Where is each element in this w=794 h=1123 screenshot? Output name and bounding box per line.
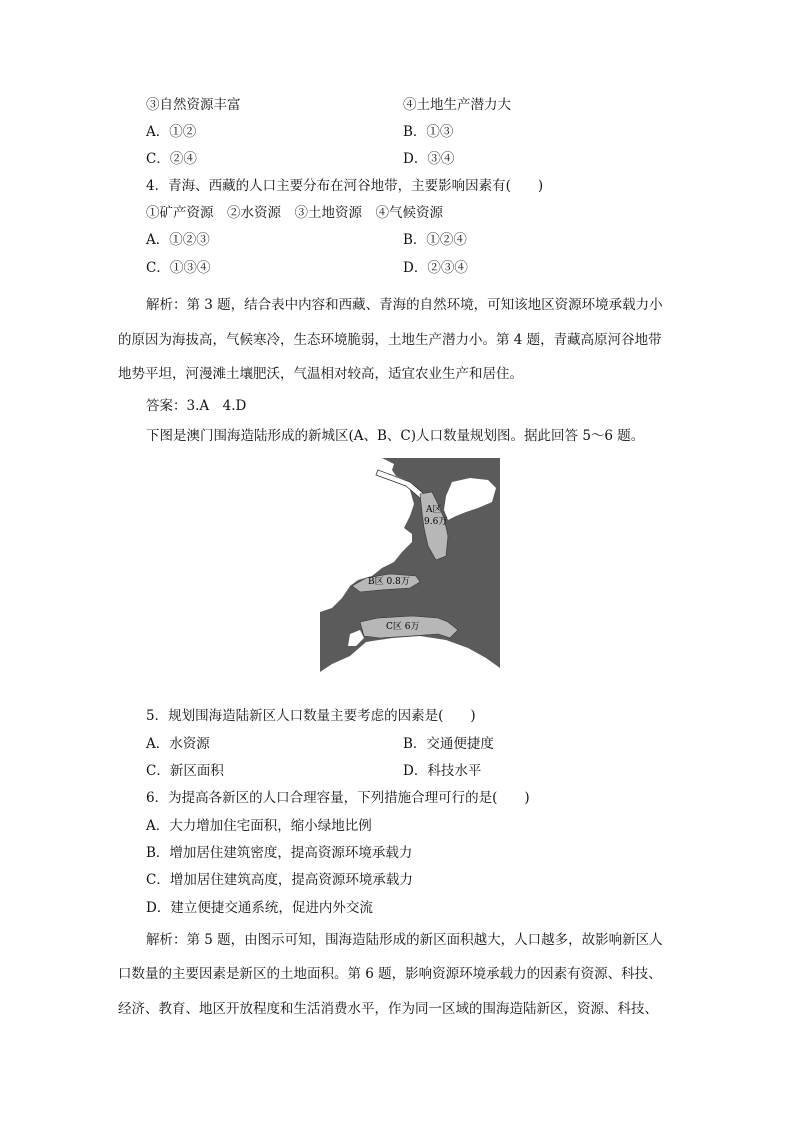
q4-stem: 4．青海、西藏的人口主要分布在河谷地带，主要影响因素有( ) <box>146 178 544 194</box>
q5-choice-b: B．交通便捷度 <box>403 736 494 752</box>
small-island <box>349 506 361 514</box>
q4-choice-b: B．①②④ <box>403 232 467 248</box>
analysis-1-line-2: 的原因为海拔高，气候寒冷，生态环境脆弱，土地生产潜力小。第 4 题，青藏高原河谷地带 <box>118 332 662 348</box>
analysis-2-line-3: 经济、教育、地区开放程度和生活消费水平，作为同一区域的围海造陆新区，资源、科技、 <box>118 1001 658 1017</box>
q6-choice-b: B．增加居住建筑密度，提高资源环境承载力 <box>146 845 413 861</box>
q3-option-3: ③自然资源丰富 <box>146 97 241 113</box>
zone-c-label: C区 6万 <box>386 622 420 632</box>
q5-choice-a: A．水资源 <box>146 736 210 752</box>
zone-a-label-2: 9.6万 <box>424 517 448 527</box>
q6-choice-a: A．大力增加住宅面积，缩小绿地比例 <box>146 818 372 834</box>
map-intro: 下图是澳门围海造陆形成的新城区(A、B、C)人口数量规划图。据此回答 5～6 题。 <box>146 428 645 444</box>
q4-choice-d: D．②③④ <box>403 260 468 276</box>
analysis-1-line-1: 解析：第 3 题，结合表中内容和西藏、青海的自然环境，可知该地区资源环境承载力小 <box>146 297 663 313</box>
zone-a-label-1: A区 <box>426 505 442 515</box>
q3-option-4: ④土地生产潜力大 <box>403 97 511 113</box>
q6-choice-c: C．增加居住建筑高度，提高资源环境承载力 <box>146 872 413 888</box>
q4-choice-a: A．①②③ <box>146 232 210 248</box>
q4-choice-c: C．①③④ <box>146 260 211 276</box>
zone-b-label: B区 0.8万 <box>368 577 410 587</box>
q6-stem: 6．为提高各新区的人口合理容量，下列措施合理可行的是( ) <box>146 790 530 806</box>
analysis-2-line-2: 口数量的主要因素是新区的土地面积。第 6 题，影响资源环境承载力的因素有资源、科技、 <box>118 966 662 982</box>
q3-choice-a: A．①② <box>146 124 197 140</box>
q5-choice-d: D．科技水平 <box>403 763 482 779</box>
analysis-2-line-1: 解析：第 5 题，由图示可知，围海造陆形成的新区面积越大，人口越多，故影响新区人 <box>146 932 663 948</box>
map-drawing <box>320 458 500 698</box>
q3-choice-b: B．①③ <box>403 124 454 140</box>
q6-choice-d: D．建立便捷交通系统，促进内外交流 <box>146 900 373 916</box>
q4-options: ①矿产资源 ②水资源 ③土地资源 ④气候资源 <box>146 205 443 221</box>
analysis-1-line-3: 地势平坦，河漫滩土壤肥沃，气温相对较高，适宜农业生产和居住。 <box>118 366 523 382</box>
macau-reclamation-map <box>320 458 500 698</box>
q3-choice-d: D．③④ <box>403 151 455 167</box>
q5-stem: 5．规划围海造陆新区人口数量主要考虑的因素是( ) <box>146 708 476 724</box>
answer-1: 答案：3.A 4.D <box>146 398 247 414</box>
q5-choice-c: C．新区面积 <box>146 763 224 779</box>
q3-choice-c: C．②④ <box>146 151 197 167</box>
